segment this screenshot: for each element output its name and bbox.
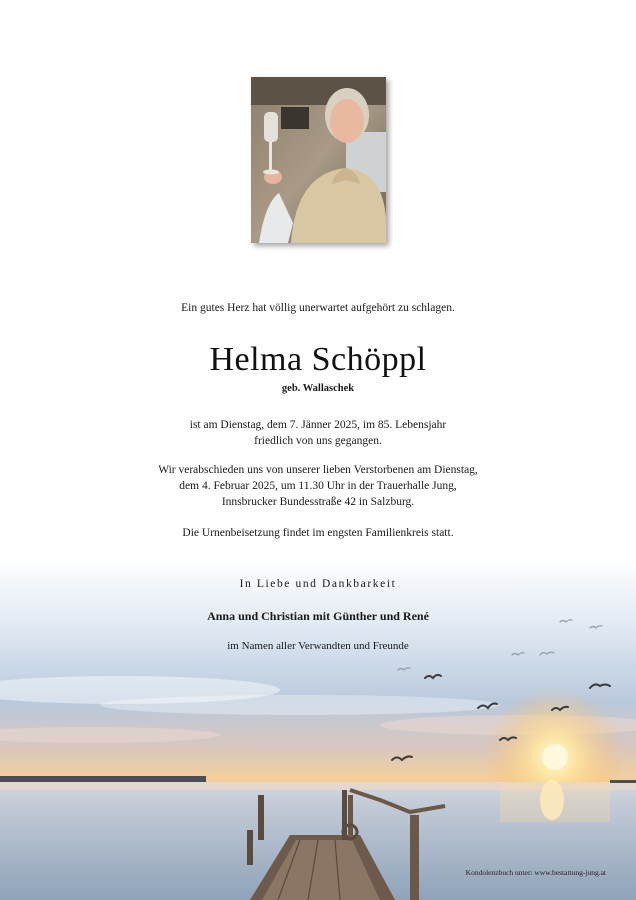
farewell-notice bbox=[0, 462, 636, 510]
portrait-photo bbox=[251, 77, 386, 243]
family-names: Anna und Christian mit Günther und René bbox=[207, 609, 429, 623]
farewell-line: dem 4. Februar 2025, um 11.30 Uhr in der Trauerhalle Jung, bbox=[179, 480, 457, 492]
urn-burial-notice: Die Urnenbeisetzung findet im engsten Familienkreis statt. bbox=[182, 527, 454, 539]
maiden-name: geb. Wallaschek bbox=[281, 383, 355, 394]
in-love-heading: In Liebe und Dankbarkeit bbox=[239, 578, 397, 590]
farewell-line: Wir verabschieden uns von unserer lieben Verstorbenen am Dienstag, bbox=[158, 464, 478, 476]
condolence-book-link[interactable]: Kondolenzbuch unter: www.bestattung-jung.at bbox=[465, 868, 606, 877]
death-notice bbox=[0, 417, 636, 449]
deceased-name: Helma Schöppl bbox=[209, 341, 427, 378]
farewell-line: Innsbrucker Bundesstraße 42 in Salzburg. bbox=[221, 496, 415, 508]
intro-sentence: Ein gutes Herz hat völlig unerwartet aufgehört zu schlagen. bbox=[181, 302, 455, 314]
relatives-line: im Namen aller Verwandten und Freunde bbox=[227, 640, 409, 652]
death-notice-line: ist am Dienstag, dem 7. Jänner 2025, im 85. Lebensjahr bbox=[189, 419, 447, 431]
death-notice-line: friedlich von uns gegangen. bbox=[254, 435, 382, 447]
